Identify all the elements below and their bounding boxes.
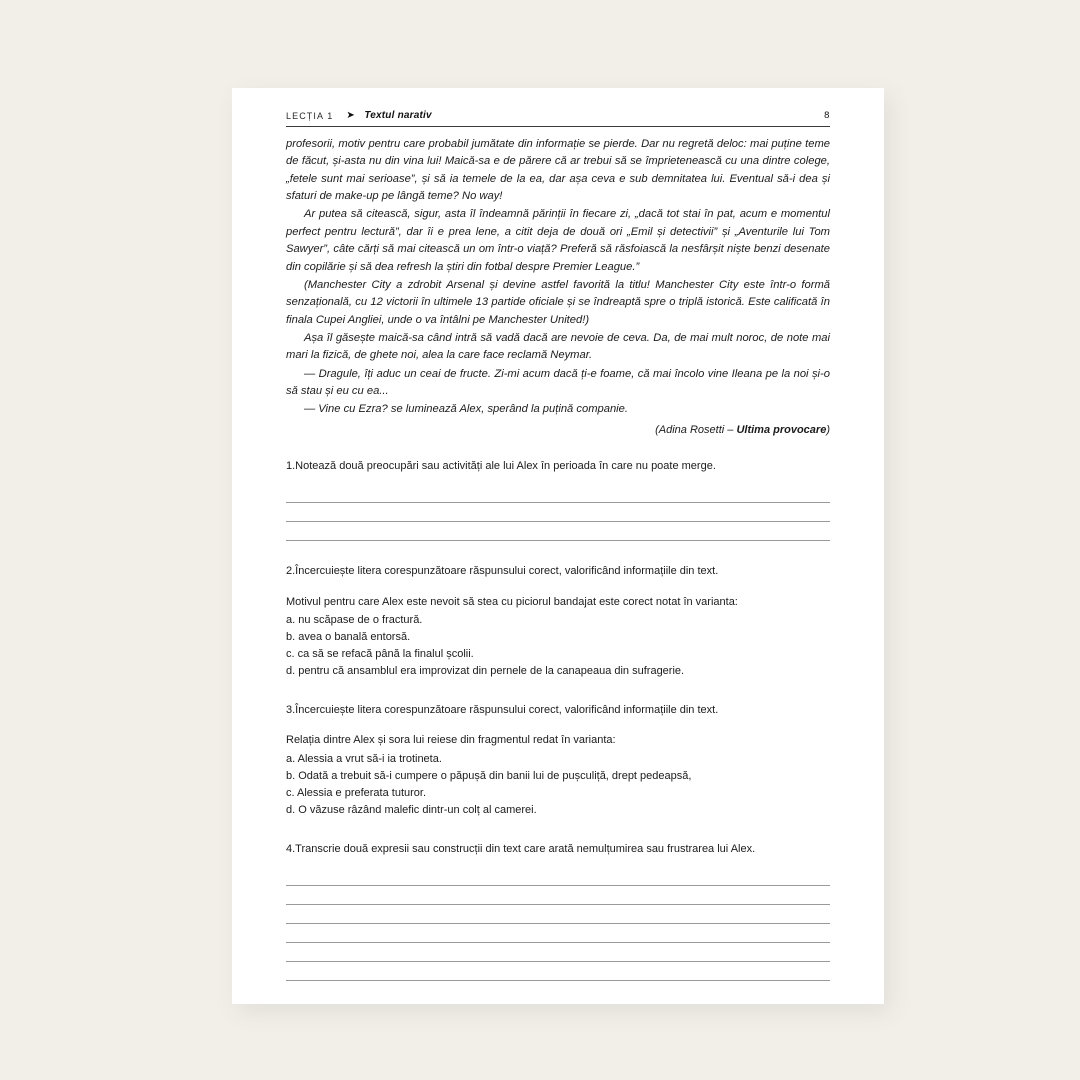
- exercise-1: [286, 458, 830, 542]
- exercise-option[interactable]: b. Odată a trebuit să-i cumpere o păpușă din banii lui de pușculiță, drept pedeapsă,: [286, 769, 692, 782]
- answer-line[interactable]: [286, 905, 830, 924]
- exercise-4: [286, 841, 830, 982]
- page-header: [286, 110, 830, 126]
- exercise-option[interactable]: a. nu scăpase de o fractură.: [286, 613, 423, 626]
- attribution-prefix: (Adina Rosetti –: [655, 423, 737, 436]
- answer-line[interactable]: [286, 867, 830, 886]
- exercise-option[interactable]: c. ca să se refacă până la finalul școlii.: [286, 647, 474, 660]
- answer-line[interactable]: [286, 886, 830, 905]
- exercise-stem: Relația dintre Alex și sora lui reiese din fragmentul redat în varianta:: [286, 734, 616, 747]
- exercise-option[interactable]: c. Alessia e preferata tuturor.: [286, 786, 427, 799]
- triangle-right-icon: ➤: [346, 109, 356, 121]
- answer-line[interactable]: [286, 924, 830, 943]
- exercise-question: 3.Încercuiește litera corespunzătoare răspunsului corect, valorificând informațiile din text.: [286, 703, 719, 716]
- exercise-3-body: [286, 732, 830, 818]
- answer-lines[interactable]: [286, 484, 830, 541]
- answer-line[interactable]: [286, 484, 830, 503]
- attribution-suffix: ): [826, 423, 830, 436]
- answer-line[interactable]: [286, 503, 830, 522]
- paragraph: profesorii, motiv pentru care probabil jumătate din informație se pierde. Dar nu regretă deloc: mai puține teme de făcut, și-asta nu din vina lui! Maică-sa e de părere că ar trebui să se împrietenească cu una dintre colege, „fetele sunt mai serioase”, și să ia temele de la ea, dar așa ceva e sub demnitatea lui. Eventual să-i dea și sfaturi de make-up pe lângă teme? No way!: [286, 138, 830, 203]
- answer-lines[interactable]: [286, 867, 830, 981]
- exercise-3: [286, 702, 830, 819]
- chapter-title: Textul narativ: [364, 110, 432, 121]
- page-content: [286, 110, 830, 981]
- paragraph: (Manchester City a zdrobit Arsenal și devine astfel favorită la titlu! Manchester City este într-o formă senzațională, cu 12 victorii în ultimele 13 partide oficiale și se îndreaptă spre o triplă istorică. Este calificată în finala Cupei Angliei, unde o va întâlni pe Manchester United!): [286, 278, 830, 326]
- attribution-title: Ultima provocare: [736, 423, 827, 436]
- document-page: [232, 88, 884, 1004]
- exercise-2-body: [286, 594, 830, 680]
- exercise-option[interactable]: a. Alessia a vrut să-i ia trotineta.: [286, 752, 442, 765]
- narrative-text: [286, 136, 830, 419]
- exercise-question: 1.Notează două preocupări sau activități ale lui Alex în perioada în care nu poate merge.: [286, 459, 716, 472]
- exercise-option[interactable]: d. O văzuse râzând malefic dintr-un colț al camerei.: [286, 803, 537, 816]
- exercise-2: [286, 563, 830, 680]
- answer-line[interactable]: [286, 522, 830, 541]
- exercise-question: 2.Încercuiește litera corespunzătoare răspunsului corect, valorificând informațiile din text.: [286, 565, 719, 578]
- exercise-option[interactable]: b. avea o banală entorsă.: [286, 630, 411, 643]
- page-number: 8: [824, 110, 830, 121]
- lesson-label: LECȚIA 1: [286, 110, 334, 121]
- paragraph: Așa îl găsește maică-sa când intră să vadă dacă are nevoie de ceva. Da, de mai mult noroc, de note mai mari la fizică, de ghete noi, alea la care face reclamă Neymar.: [286, 331, 830, 362]
- exercise-option[interactable]: d. pentru că ansamblul era improvizat din pernele de la canapeaua din sufragerie.: [286, 664, 685, 677]
- attribution: [286, 424, 830, 436]
- exercise-question: 4.Transcrie două expresii sau construcții din text care arată nemulțumirea sau frustrarea lui Alex.: [286, 842, 756, 855]
- header-divider: [286, 126, 830, 127]
- paragraph: Ar putea să citească, sigur, asta îl îndeamnă părinții în fiecare zi, „dacă tot stai în pat, acum e momentul perfect pentru lectură”, dar îi e prea lene, a citit deja de două ori „Emil și detectivii” și „Aventurile lui Tom Sawyer”, câte cărți să mai citească un om într-o viață? Preferă să răsfoiască la nesfârșit niște benzi desenate din copilărie și să dea refresh la știri din fotbal despre Premier League.”: [286, 208, 830, 273]
- exercise-stem: Motivul pentru care Alex este nevoit să stea cu piciorul bandajat este corect notat în varianta:: [286, 595, 738, 608]
- paragraph: — Dragule, îți aduc un ceai de fructe. Zi-mi acum dacă ți-e foame, că mai încolo vine Ileana pe la noi și-o să stau și eu cu ea...: [286, 367, 830, 398]
- paragraph: — Vine cu Ezra? se luminează Alex, sperând la puțină companie.: [304, 403, 628, 416]
- answer-line[interactable]: [286, 943, 830, 962]
- answer-line[interactable]: [286, 962, 830, 981]
